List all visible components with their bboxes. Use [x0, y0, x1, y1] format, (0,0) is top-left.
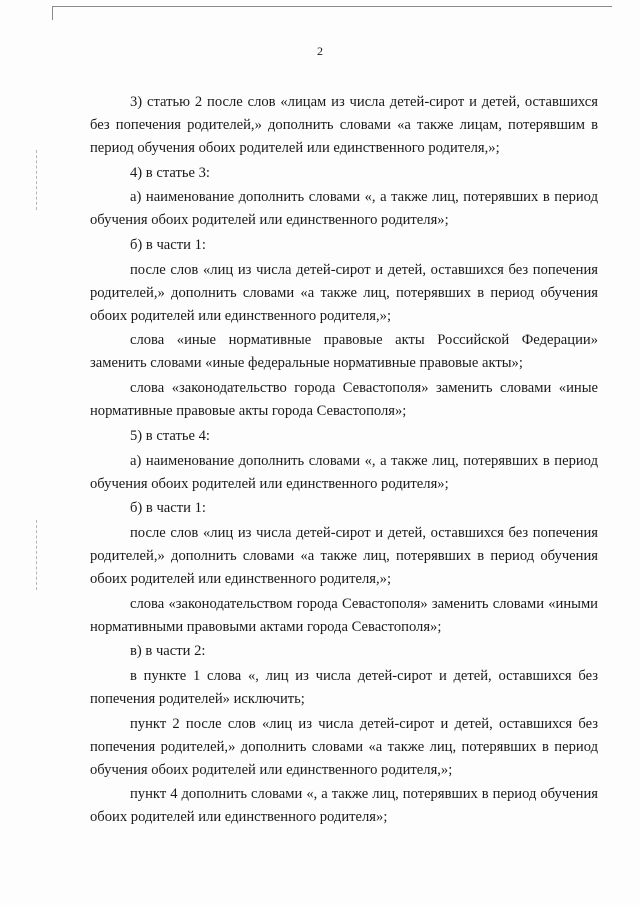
paragraph: а) наименование дополнить словами «, а также лиц, потерявших в период обучения обоих родителей или единственного родителя»; — [90, 452, 598, 492]
page-number: 2 — [317, 44, 323, 58]
paragraph: 5) в статье 4: — [130, 427, 210, 444]
paragraph: пункт 4 дополнить словами «, а также лиц, потерявших в период обучения обоих родителей или единственного родителя»; — [90, 786, 598, 826]
scan-edge-mark — [36, 150, 37, 210]
paragraph: в) в части 2: — [130, 643, 206, 660]
paragraph: пункт 2 после слов «лиц из числа детей-сирот и детей, оставшихся без попечения родителей,» дополнить словами «а также лиц, потерявших в период обучения обоих родителей или единственного родителя,»; — [90, 715, 598, 778]
scan-border-top — [52, 6, 612, 7]
scan-border-left — [52, 6, 53, 20]
scan-edge-mark — [36, 520, 37, 590]
paragraph: б) в части 1: — [130, 237, 206, 254]
paragraph: 4) в статье 3: — [130, 164, 210, 181]
paragraph: после слов «лиц из числа детей-сирот и детей, оставшихся без попечения родителей,» дополнить словами «а также лиц, потерявших в период обучения обоих родителей или единственного родителя,»; — [90, 524, 598, 587]
paragraph: слова «законодательством города Севастополя» заменить словами «иными нормативными правовыми актами города Севастополя»; — [90, 595, 598, 635]
paragraph: слова «иные нормативные правовые акты Российской Федерации» заменить словами «иные федеральные нормативные правовые акты»; — [90, 332, 598, 372]
paragraph: слова «законодательство города Севастополя» заменить словами «иные нормативные правовые акты города Севастополя»; — [90, 380, 598, 420]
paragraph: в пункте 1 слова «, лиц из числа детей-сирот и детей, оставшихся без попечения родителей» исключить; — [90, 667, 598, 707]
paragraph: 3) статью 2 после слов «лицам из числа детей-сирот и детей, оставшихся без попечения родителей,» дополнить словами «а также лицам, потерявшим в период обучения обоих родителей или единственного родителя,»; — [90, 94, 598, 156]
paragraph: после слов «лиц из числа детей-сирот и детей, оставшихся без попечения родителей,» дополнить словами «а также лиц, потерявших в период обучения обоих родителей или единственного родителя,»; — [90, 261, 598, 324]
paragraph: б) в части 1: — [130, 500, 206, 517]
paragraph: а) наименование дополнить словами «, а также лиц, потерявших в период обучения обоих родителей или единственного родителя»; — [90, 189, 598, 229]
document-body — [90, 91, 598, 831]
